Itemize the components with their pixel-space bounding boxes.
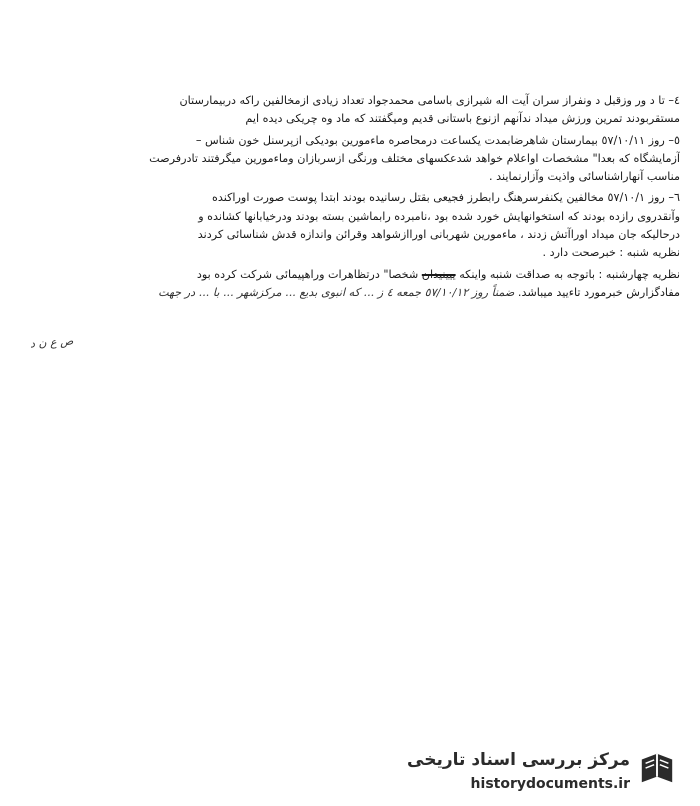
report-line-1: ٤– تا د ور وزقبل د ونفراز سران آیت اله شیرازی باسامی محمدجواد تعداد زیادی ازمخالفین راکه دربیمارستان xyxy=(179,94,680,107)
report-line-3: ٥– روز ٥٧/١٠/١١ بیمارستان شاهرضابمدت یکساعت درمحاصره ماءمورین بودیکی ازپرسنل خون شناس – xyxy=(195,133,680,147)
report-line-8: درحالیکه جان میداد اوراآتش زدند ، ماءمورین شهربانی اوراازشواهد وقرائن واندازه قدش شناسائی کردند xyxy=(197,228,680,242)
handwritten-signature: ص ع ن د xyxy=(29,334,74,351)
report-line-6: ٦– روز ٥٧/١٠/١ مخالفین یکنفرسرهنگ رابطرز فجیعی بقتل رسانیده بودند ابتدا پوست صورت اوراکنده xyxy=(211,191,680,205)
report-line-7: وآنقدروی رازده بودند که استخوانهایش خورد شده بود ،نامبرده رابماشین بسته بودند ودرخیابانها کشانده و xyxy=(198,209,680,223)
opinion-wednesday-text: نظریه چهارشنبه : باتوجه به صداقت شنبه واینکه xyxy=(459,267,680,281)
watermark-title: مرکز بررسی اسناد تاریخی xyxy=(407,750,630,770)
book-logo-icon xyxy=(638,750,676,788)
report-line-5: مناسب آنهاراشناسائی واذیت وآزارنمایند . xyxy=(489,170,680,184)
opinion-saturday: نظریه شنبه : خبرصحت دارد . xyxy=(542,246,680,260)
opinion-wednesday xyxy=(20,266,680,284)
opinion-wednesday-tail: شخصا" درتظاهرات وراهپیمائی شرکت کرده بود xyxy=(196,267,419,281)
document-body xyxy=(20,92,680,302)
report-conclusion xyxy=(20,284,680,302)
handwritten-note: ضمناً روز ٥٧/١٠/١٢ جمعه ٤ ز ... که انبوی بدیع ... مرکزشهر ... با ... در جهت xyxy=(158,285,515,299)
watermark-url: historydocuments.ir xyxy=(470,776,630,792)
watermark xyxy=(376,744,676,800)
struck-text: ییینیدان xyxy=(421,267,456,281)
report-line-2: مستقربودند تمرین ورزش میداد ندآنهم ازنوع باستانی قدیم ومیگفتند که ماد وه چریکی دیده ایم xyxy=(245,112,680,126)
report-line-4: آزمایشگاه که بعدا" مشخصات اواعلام خواهد شدعکسهای مختلف ورنگی ازسربازان وماءمورین میگرفتند تادرفرصت xyxy=(149,151,680,165)
conclusion-text: مفادگزارش خبرمورد تاءیید میباشد. xyxy=(517,285,680,299)
